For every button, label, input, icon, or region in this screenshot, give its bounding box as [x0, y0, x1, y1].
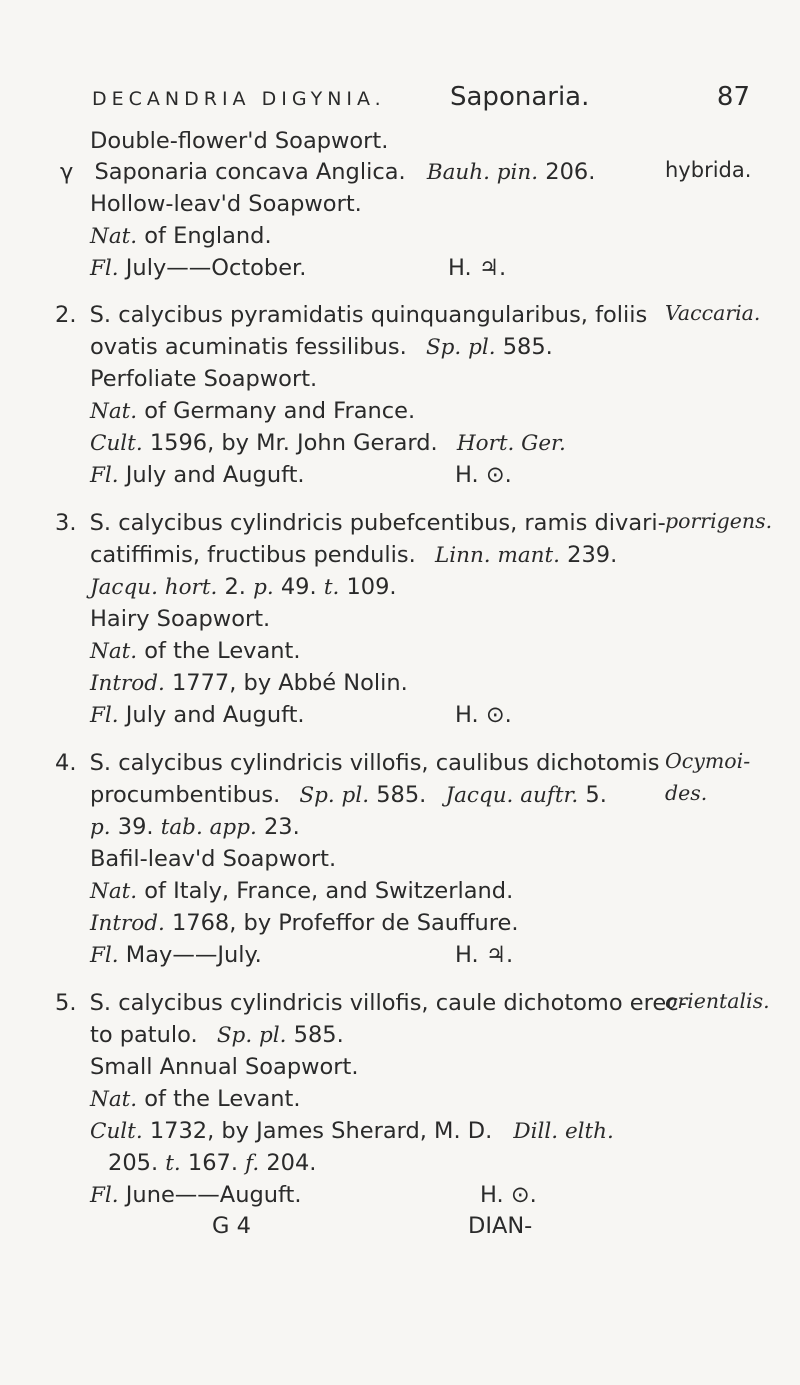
entry-line: Nat. of Italy, France, and Switzerland.	[90, 878, 514, 904]
entry-line: procumbentibus. Sp. pl. 585. Jacqu. auftr. 5.	[90, 782, 607, 808]
entry-line: to patulo. Sp. pl. 585.	[90, 1022, 344, 1048]
page-number: 87	[716, 82, 750, 112]
entry-line: 2. S. calycibus pyramidatis quinquangularibus, foliis	[55, 302, 648, 328]
entry-line: Fl. July——October.	[90, 255, 307, 281]
entry-line: Hollow-leav'd Soapwort.	[90, 191, 362, 217]
entry-line: 205. t. 167. f. 204.	[108, 1150, 317, 1176]
marginal-name: Vaccaria.	[665, 301, 761, 325]
entry-line: p. 39. tab. app. 23.	[90, 814, 300, 840]
entry-line: Nat. of England.	[90, 223, 272, 249]
marginal-name: hybrida.	[665, 158, 752, 182]
entry-line: 5. S. calycibus cylindricis villofis, caule dichotomo erec-	[55, 990, 687, 1016]
entry-line: Double-flower'd Soapwort.	[90, 128, 389, 154]
entry-line: Small Annual Soapwort.	[90, 1054, 359, 1080]
entry-line: Introd. 1768, by Profeffor de Sauffure.	[90, 910, 519, 936]
class-heading: DECANDRIA DIGYNIA.	[92, 88, 386, 110]
habit-symbol: H. ⊙.	[455, 462, 512, 488]
habit-symbol: H. ♃.	[455, 942, 514, 968]
marginal-name-cont: des.	[665, 781, 708, 805]
entry-line: Cult. 1596, by Mr. John Gerard. Hort. Ger.	[90, 430, 566, 456]
habit-symbol: H. ⊙.	[480, 1182, 537, 1208]
entry-line: Fl. June——Auguft.	[90, 1182, 302, 1208]
marginal-name: porrigens.	[665, 509, 773, 533]
entry-line: Fl. May——July.	[90, 942, 262, 968]
entry-line: Introd. 1777, by Abbé Nolin.	[90, 670, 408, 696]
marginal-name: Ocymoi-	[665, 749, 751, 773]
running-header	[92, 82, 768, 114]
species-number: 4.	[55, 750, 77, 776]
entry-line: 3. S. calycibus cylindricis pubefcentibus, ramis divari-	[55, 510, 666, 536]
entry-line: Hairy Soapwort.	[90, 606, 271, 632]
species-number: 2.	[55, 302, 77, 328]
habit-symbol: H. ♃.	[448, 255, 507, 281]
species-number: 5.	[55, 990, 77, 1016]
entry-line: Bafil-leav'd Soapwort.	[90, 846, 337, 872]
entry-line: Nat. of Germany and France.	[90, 398, 416, 424]
habit-symbol: H. ⊙.	[455, 702, 512, 728]
entry-line: Perfoliate Soapwort.	[90, 366, 318, 392]
signature-mark: G 4	[212, 1213, 251, 1239]
entry-line: Nat. of the Levant.	[90, 638, 301, 664]
entry-line: Nat. of the Levant.	[90, 1086, 301, 1112]
genus-heading: Saponaria.	[450, 82, 590, 112]
entry-line: catiffimis, fructibus pendulis. Linn. mant. 239.	[90, 542, 618, 568]
catchword: DIAN-	[468, 1213, 533, 1239]
entry-line: Jacqu. hort. 2. p. 49. t. 109.	[90, 574, 397, 600]
entry-line: γ Saponaria concava Anglica. Bauh. pin. 206.	[60, 159, 596, 185]
entry-line: Fl. July and Auguft.	[90, 462, 305, 488]
entry-line: 4. S. calycibus cylindricis villofis, caulibus dichotomis	[55, 750, 660, 776]
entry-line: Cult. 1732, by James Sherard, M. D. Dill. elth.	[90, 1118, 614, 1144]
entry-line: Fl. July and Auguft.	[90, 702, 305, 728]
species-number: 3.	[55, 510, 77, 536]
entry-line: ovatis acuminatis fessilibus. Sp. pl. 585.	[90, 334, 553, 360]
marginal-name: orientalis.	[665, 989, 770, 1013]
variety-marker: γ	[60, 159, 74, 185]
